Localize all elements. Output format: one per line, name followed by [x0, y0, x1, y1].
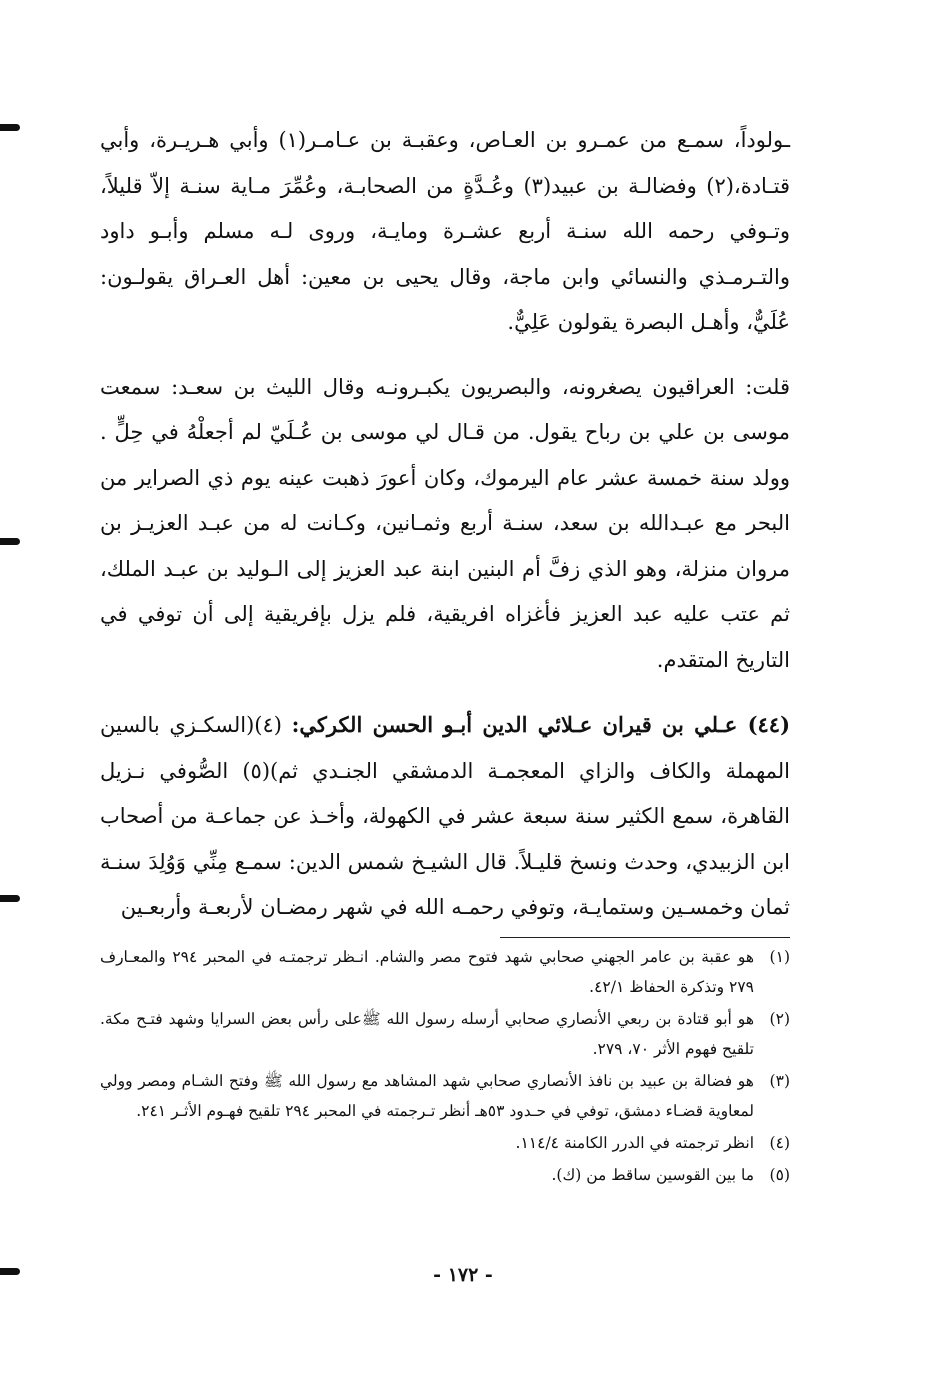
footnote-text: هو أبو قتادة بن ربعي الأنصاري صحابي أرسله رسول الله ﷺعلى رأس بعض السرايا وشهد فتـح مكة. تلقيح فهوم الأثر ٧٠، ٢٧٩.: [100, 1010, 754, 1058]
footnote-text: هو عقبة بن عامر الجهني صحابي شهد فتوح مصر والشام. انـظر ترجمتـه في المحبر ٢٩٤ والمعـارف ٢٧٩ وتذكرة الحفاظ ٤٢/١.: [100, 948, 754, 996]
footnote: [100, 1128, 790, 1158]
scan-edge-mark: [0, 538, 20, 545]
page-number: - ١٧٢ -: [433, 1264, 493, 1286]
footnote: [100, 1160, 790, 1190]
footnote-text: هو فضالة بن عبيد بن نافذ الأنصاري صحابي شهد المشاهد مع رسول الله ﷺ وفتح الشـام ومصر وولي لمعاوية قضـاء دمشق، توفي في حـدود ٥٣هـ أنظر تـرجمته في المحبر ٢٩٤ تلقيح فهـوم الأثـر ٢٤١.: [100, 1072, 754, 1120]
biography-entry: [100, 702, 790, 931]
footnote-text: ما بين القوسين ساقط من (ك).: [551, 1166, 754, 1184]
entry-heading: (٤٤) عـلي بن قيران عـلائي الدين أبـو الحسن الكركي:: [291, 712, 791, 737]
footnote: [100, 1004, 790, 1064]
footnotes: [100, 942, 790, 1192]
footnote-number: (٣): [769, 1072, 790, 1090]
footnote: [100, 1066, 790, 1126]
main-text: [100, 118, 790, 931]
footnote: [100, 942, 790, 1002]
body-paragraph: ـولوداً، سمـع من عمـرو بن العـاص، وعقبـة بن عـامـر(١) وأبي هـريـرة، وأبي قتـادة،(٢) وفضالـة بن عبيد(٣) وعُـدَّةٍ من الصحابـة، وعُمِّرَ مـاية سنـة إلاّ قليلاً، وتـوفي رحمه الله سنـة أربع عشـرة ومايـة، وروى لـه مسلم وأبـو داود والتـرمـذي والنسائي وابن ماجة، وقال يحيى بن معين: أهل العـراق يقولـون: عُلَيٌّ، وأهـل البصرة يقولون عَلِيٌّ.: [100, 128, 791, 334]
scan-edge-mark: [0, 124, 20, 131]
footnote-number: (٥): [769, 1166, 790, 1184]
footnote-number: (٤): [769, 1134, 790, 1152]
footnote-number: (٢): [769, 1010, 790, 1028]
entry-text: (٤)(السكـزي بالسين المهملة والكاف والزاي المعجمـة الدمشقي الجنـدي ثم)(٥) الصُّوفي نـزيل القاهرة، سمع الكثير سنة سبعة عشر في الكهولة، وأخـذ عن جماعـة من أصحاب ابن الزبيدي، وحدث ونسخ قليـلاً. قال الشيـخ شمس الدين: سمـع مِنِّي وَوُلِدَ سنـة ثمان وخمسـين وستمايـة، وتوفي رحمـه الله في شهر رمضـان لأربعـة وأربعـين: [100, 713, 790, 919]
body-paragraph: قلت: العراقيون يصغرونه، والبصريون يكبـرونـه وقال الليث بن سعـد: سمعت موسى بن علي بن رباح يقول. من قـال لي موسى بن عُـلَيّ لم أجعلْهُ في حِلٍّ . وولد سنة خمسة عشر عام اليرموك، وكان أعورَ ذهبت عينه يوم ذي الصراير من البحر مع عبـدالله بن سعد، سنـة أربع وثمـانين، وكـانت له من عبـد العزيـز بن مروان منزلة، وهو الذي زفَّ أم البنين ابنة عبد العزيز إلى الـوليد بن عبـد الملك، ثم عتب عليه عبد العزيز فأغزاه افريقية، فلم يزل بإفريقية إلى أن توفي في التاريخ المتقدم.: [100, 374, 790, 672]
scan-edge-mark: [0, 895, 20, 902]
footnote-text: انظر ترجمته في الدرر الكامنة ١١٤/٤.: [515, 1134, 754, 1152]
footnote-number: (١): [769, 948, 790, 966]
scan-edge-mark: [0, 1268, 20, 1275]
footnote-divider: [500, 937, 790, 938]
